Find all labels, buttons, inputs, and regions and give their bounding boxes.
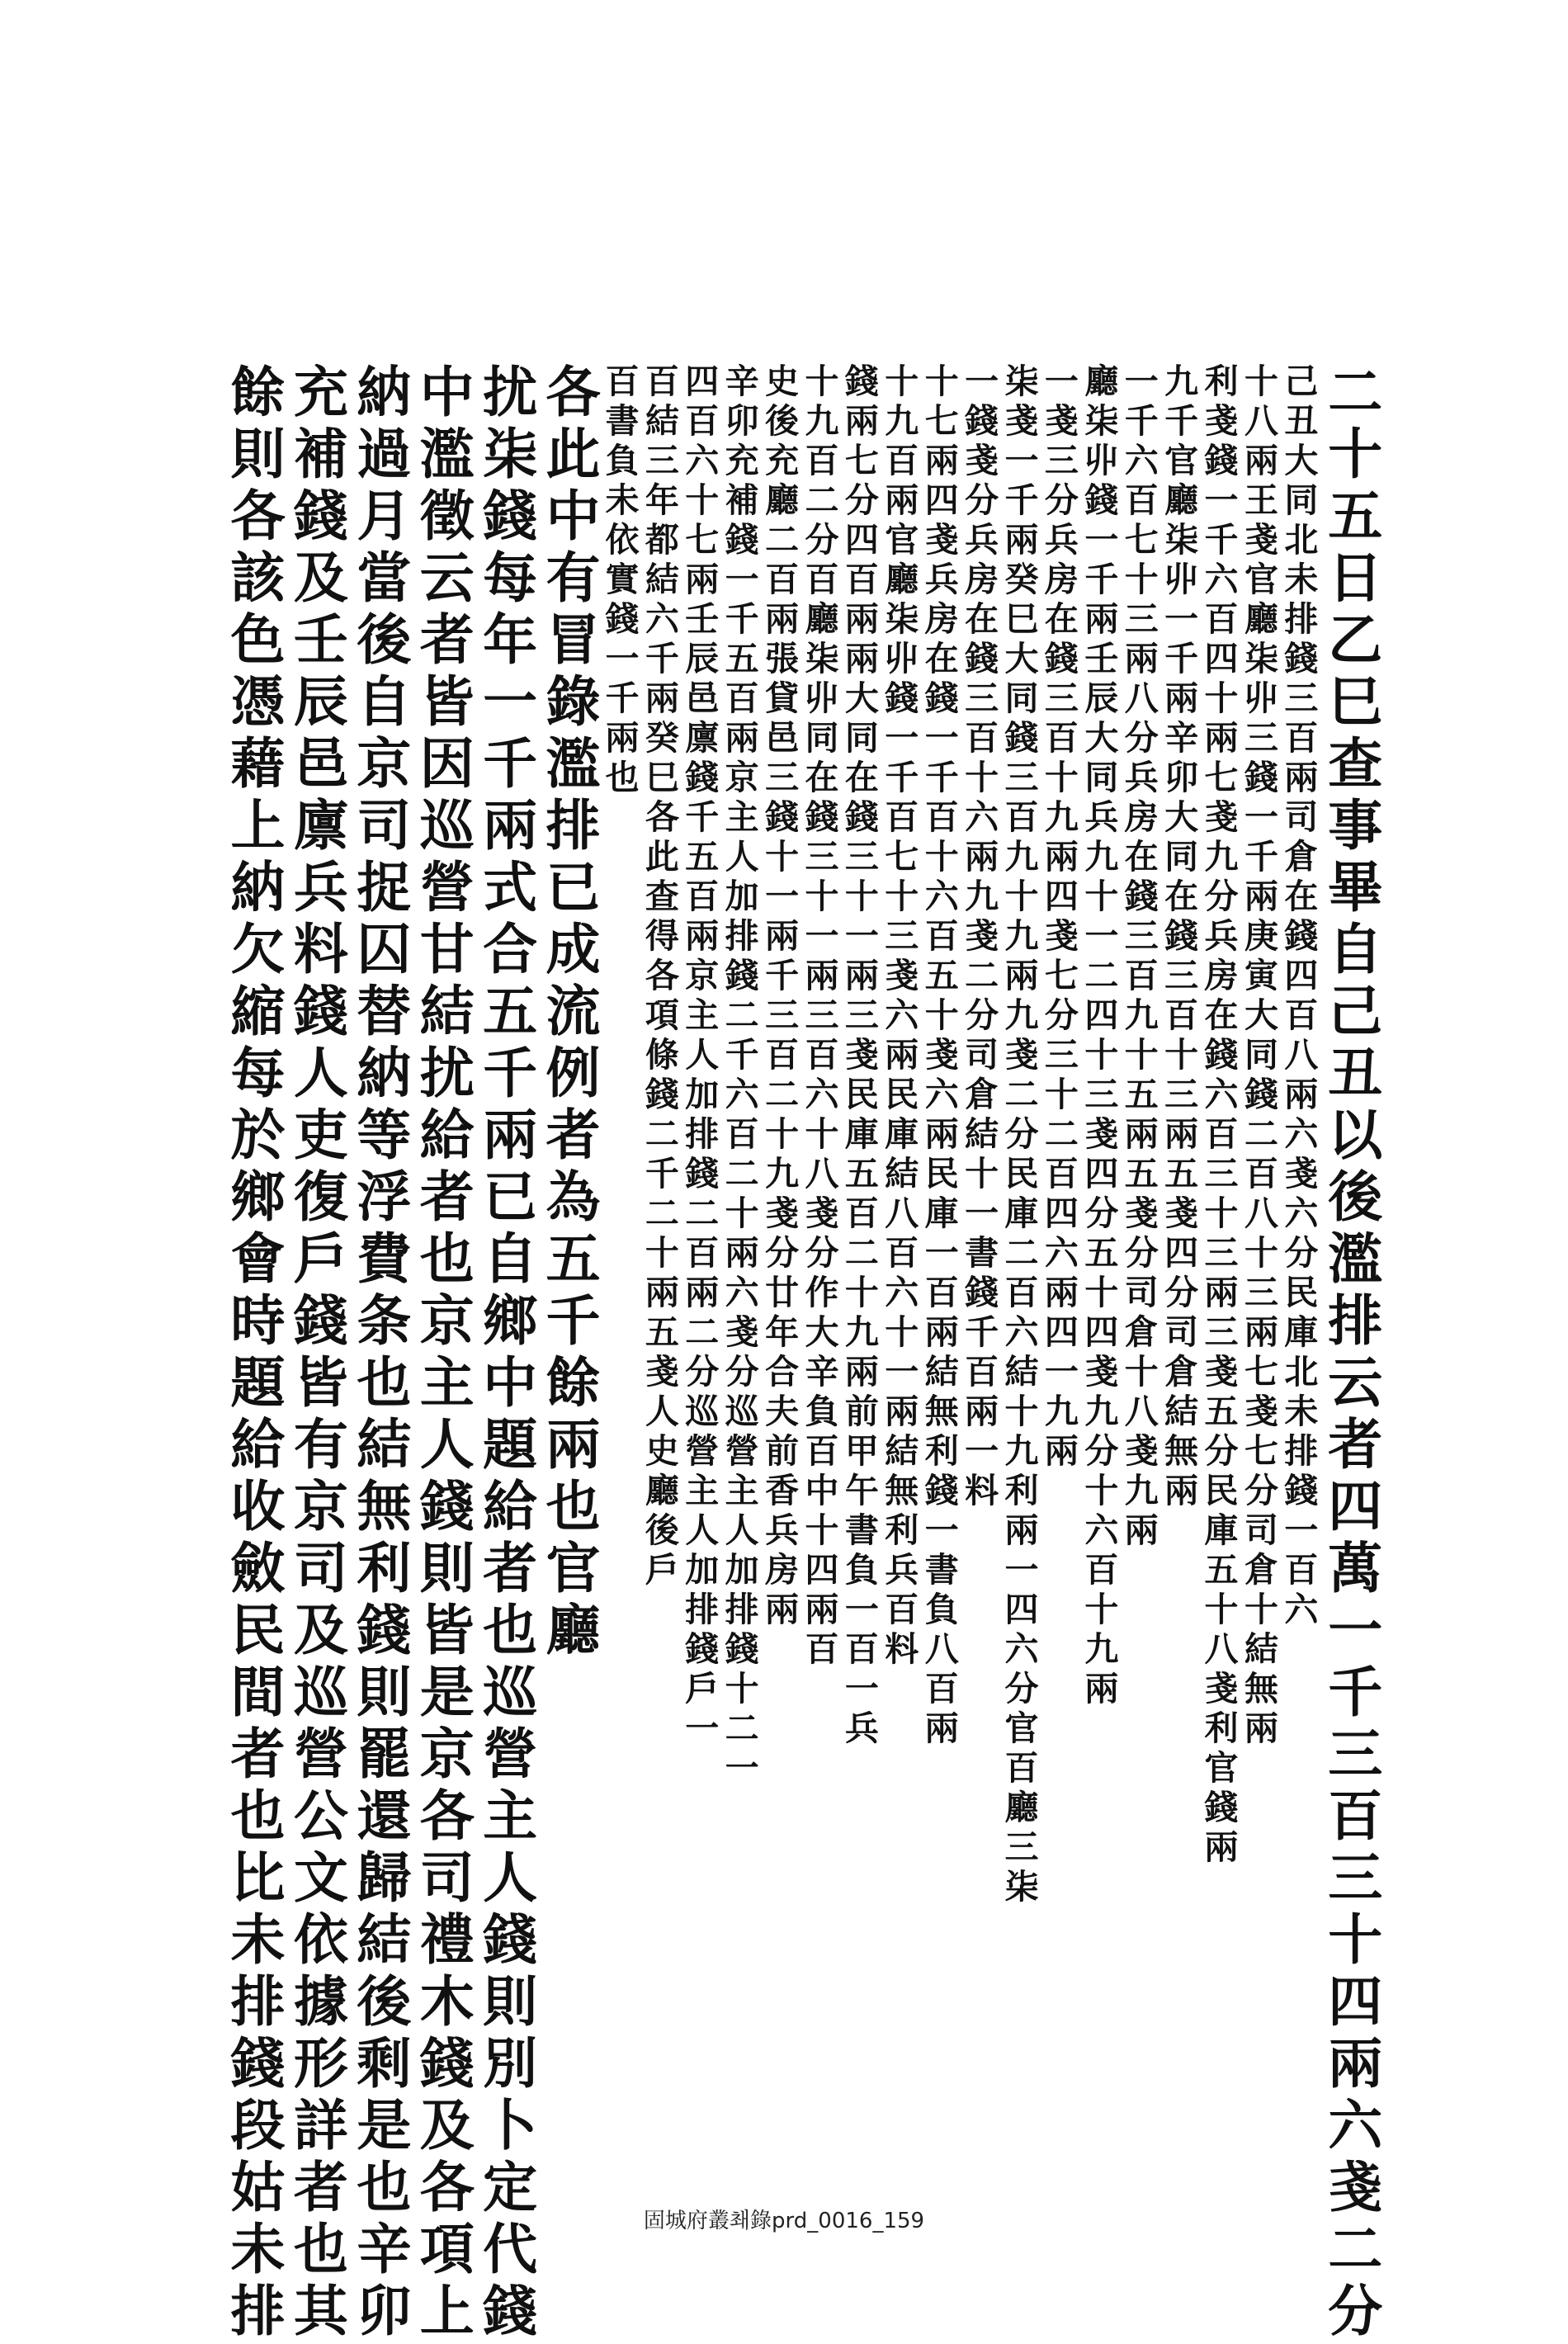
text-column-main: 中濫徵云者皆因巡營甘結扰給者也京主人錢則皆是京各司禮木錢及各項上 (410, 363, 475, 2344)
text-column-annotation: 十九百二分百廳㭍丱同在錢三十一兩三百六十八戔分作大辛負百中十四兩百 (799, 363, 839, 1671)
text-column-annotation: 十八兩王戔官廳㭍丱三錢一千兩庚寅大同錢二百八十三兩七戔七分司倉十結無兩 (1238, 363, 1278, 1750)
text-column-annotation: 一錢戔分兵房在錢三百十六兩九戔二分司倉結十一書錢千百兩一料 (959, 363, 999, 1512)
text-column-main: 餘則各該色憑藉上納欠縮每於鄉會時題給收斂民間者也比未排錢段姑未排 (221, 363, 286, 2344)
text-column-main: 納過月當後自京司捉囚替納等浮費条也結無利錢則罷還歸結後剩是也辛卯 (347, 363, 412, 2344)
text-column-annotation: 史後充廳二百兩張貸邑三錢十一兩千三百二十九戔分廿年合夫前香兵房兩 (759, 363, 800, 1631)
text-column-annotation: 㭍戔一千兩癸巳大同錢三百九十九兩九戔二分民庫二百六結十九利兩一四六分官百廳三㭍 (999, 363, 1039, 1908)
text-column-annotation: 百書負未依實錢一千兩也 (599, 363, 640, 799)
page-footer-caption: 固城府叢쵀錄prd_0016_159 (643, 2209, 925, 2233)
text-column-main: 充補錢及壬辰邑廪兵料錢人吏復戶錢皆有京司及巡營公文依據形詳者也其 (284, 363, 349, 2344)
text-column-annotation: 百結三年都結六千兩癸巳各此查得各項條錢二千二十兩五戔人史廳後戶 (639, 363, 679, 1591)
text-column-main: 各此中有冒錄濫排已成流例者為五千餘兩也官廳 (536, 363, 602, 1663)
text-column-annotation: 一戔三分兵房在錢三百十九兩四戔七分三十二百四六兩四一九兩 (1038, 363, 1079, 1472)
text-column-annotation: 十七兩四戔兵房在錢一千百十六百五十戔六兩民庫一百兩結無利錢一書負八百兩 (919, 363, 959, 1750)
text-column-annotation: 利戔錢一千六百四十兩七戔九分兵房在錢六百三十三兩三戔五分民庫五十八戔利官錢兩 (1198, 363, 1239, 1869)
text-column-annotation: 九千官廳㭍丱一千兩辛卯大同在錢三百十三兩五戔四分司倉結無兩 (1159, 363, 1199, 1512)
text-column-annotation: 己丑大同北未排錢三百兩司倉在錢四百八兩六戔六分民庫北未排錢一百六 (1278, 363, 1319, 1631)
text-column-annotation: 廳㭍丱錢一千兩壬辰大同兵九十一二四十三戔四分五十四戔九分十六百十九兩 (1079, 363, 1119, 1710)
text-column-main: 二十五日乙巳查事畢自己丑以後濫排云者四萬一千三百三十四兩六戔二分 (1318, 363, 1383, 2344)
text-column-main: 扰㭍錢每年一千兩式合五千兩已自鄉中題給者也巡營主人錢則別卜定代錢 (473, 363, 538, 2344)
text-column-annotation: 辛卯充補錢一千五百兩京主人加排錢二千六百二十兩六戔分巡營主人加排錢十二一 (719, 363, 759, 1789)
text-column-annotation: 十九百兩官廳㭍丱錢一千百七十三戔六兩民庫結八百六十一兩結無利兵百料 (879, 363, 919, 1671)
text-column-annotation: 一千六百七十三兩八分兵房在錢三百九十五兩五戔分司倉十八戔九兩 (1118, 363, 1159, 1552)
text-column-annotation: 四百六十七兩壬辰邑廪錢千五百兩京主人加排錢二百兩二分巡營主人加排錢戶一 (679, 363, 720, 1750)
text-column-annotation: 錢兩七分四百兩兩大同在錢三十一兩三戔民庫五百二十九兩前甲午書負一百一兵 (838, 363, 879, 1750)
